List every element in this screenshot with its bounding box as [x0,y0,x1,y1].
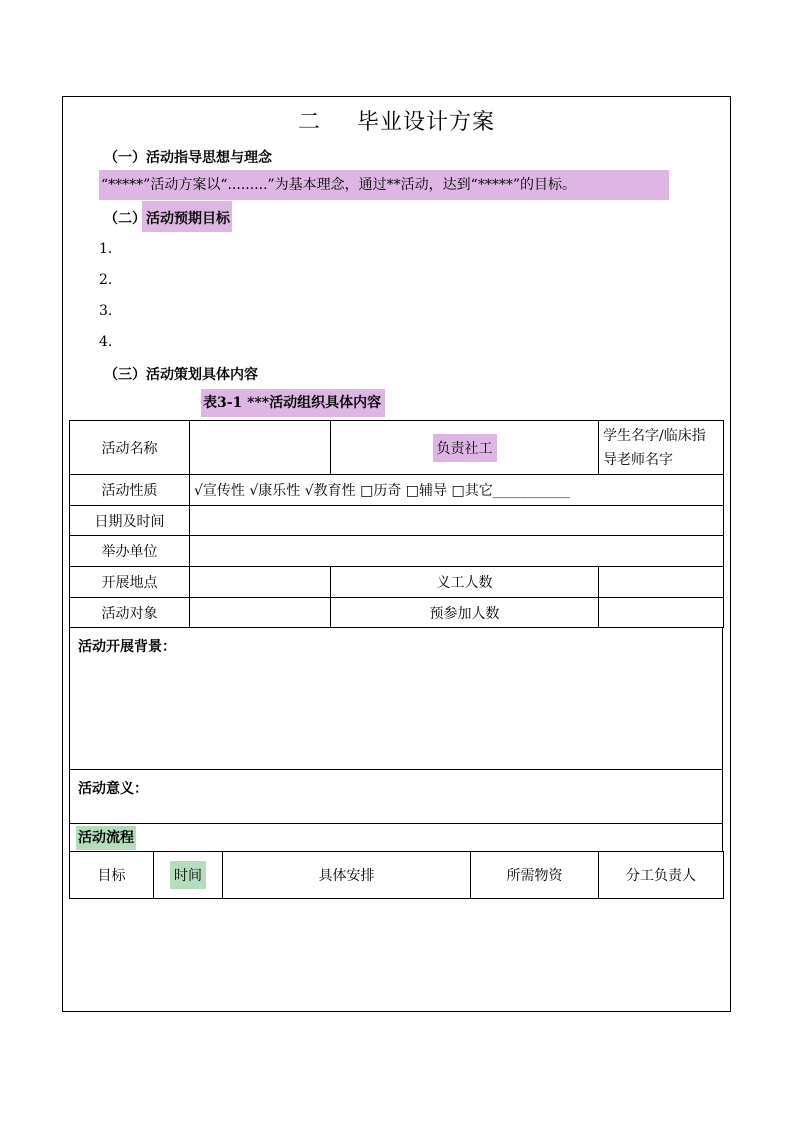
location-value[interactable] [190,567,331,598]
table-row [70,475,724,506]
title-number: 二 [297,110,321,135]
social-worker-label-text: 负责社工 [433,434,497,462]
goal-item-2: 2. [99,272,113,288]
volunteer-count-value[interactable] [599,567,724,598]
activity-nature-label: 活动性质 [70,475,190,506]
volunteer-count-label: 义工人数 [331,567,599,598]
organizer-value[interactable] [190,536,724,567]
table-caption: 表3-1 ***活动组织具体内容 [201,389,385,417]
background-label: 活动开展背景： [78,639,176,655]
activity-nature-options[interactable]: √宣传性 √康乐性 √教育性 □历奇 □辅导 □其它___________ [190,475,724,506]
background-block[interactable] [69,627,723,770]
organizer-label: 举办单位 [70,536,190,567]
target-audience-value[interactable] [190,598,331,628]
goal-item-3: 3. [99,303,113,319]
meaning-block[interactable] [69,769,723,824]
section1-heading: （一）活动指导思想与理念 [104,150,272,166]
table-row [70,567,724,598]
table-row [70,536,724,567]
activity-name-value[interactable] [190,421,331,475]
location-label: 开展地点 [70,567,190,598]
expected-participants-label: 预参加人数 [331,598,599,628]
student-name-cell: 学生名字/临床指导老师名字 [599,421,724,475]
date-time-label: 日期及时间 [70,506,190,536]
date-time-value[interactable] [190,506,724,536]
section2-heading [104,208,230,228]
flow-header-time [154,852,223,899]
flow-row [69,823,723,852]
goal-item-4: 4. [99,334,113,350]
table-row [70,852,724,899]
flow-label: 活动流程 [76,826,136,850]
section2-heading-text: （二）活动预期目标 [104,211,230,227]
table-row [70,421,724,475]
goal-item-1: 1. [99,241,113,257]
target-audience-label: 活动对象 [70,598,190,628]
section3-heading: （三）活动策划具体内容 [104,367,258,383]
flow-header-goal: 目标 [70,852,154,899]
social-worker-label [331,421,599,475]
meaning-label: 活动意义： [78,781,148,797]
flow-header-arrangement: 具体安排 [223,852,471,899]
flow-table [69,851,724,899]
activity-name-label: 活动名称 [70,421,190,475]
table-row [70,506,724,536]
flow-header-owner: 分工负责人 [599,852,724,899]
flow-header-materials: 所需物资 [471,852,599,899]
expected-participants-value[interactable] [599,598,724,628]
activity-info-table [69,420,724,628]
flow-header-time-text: 时间 [170,861,206,889]
page-title [0,105,793,136]
title-text: 毕业设计方案 [357,110,496,135]
table-row [70,598,724,628]
section1-body: “*****”活动方案以“.........”为基本理念，通过**活动，达到“*****”的目标。 [99,170,669,200]
